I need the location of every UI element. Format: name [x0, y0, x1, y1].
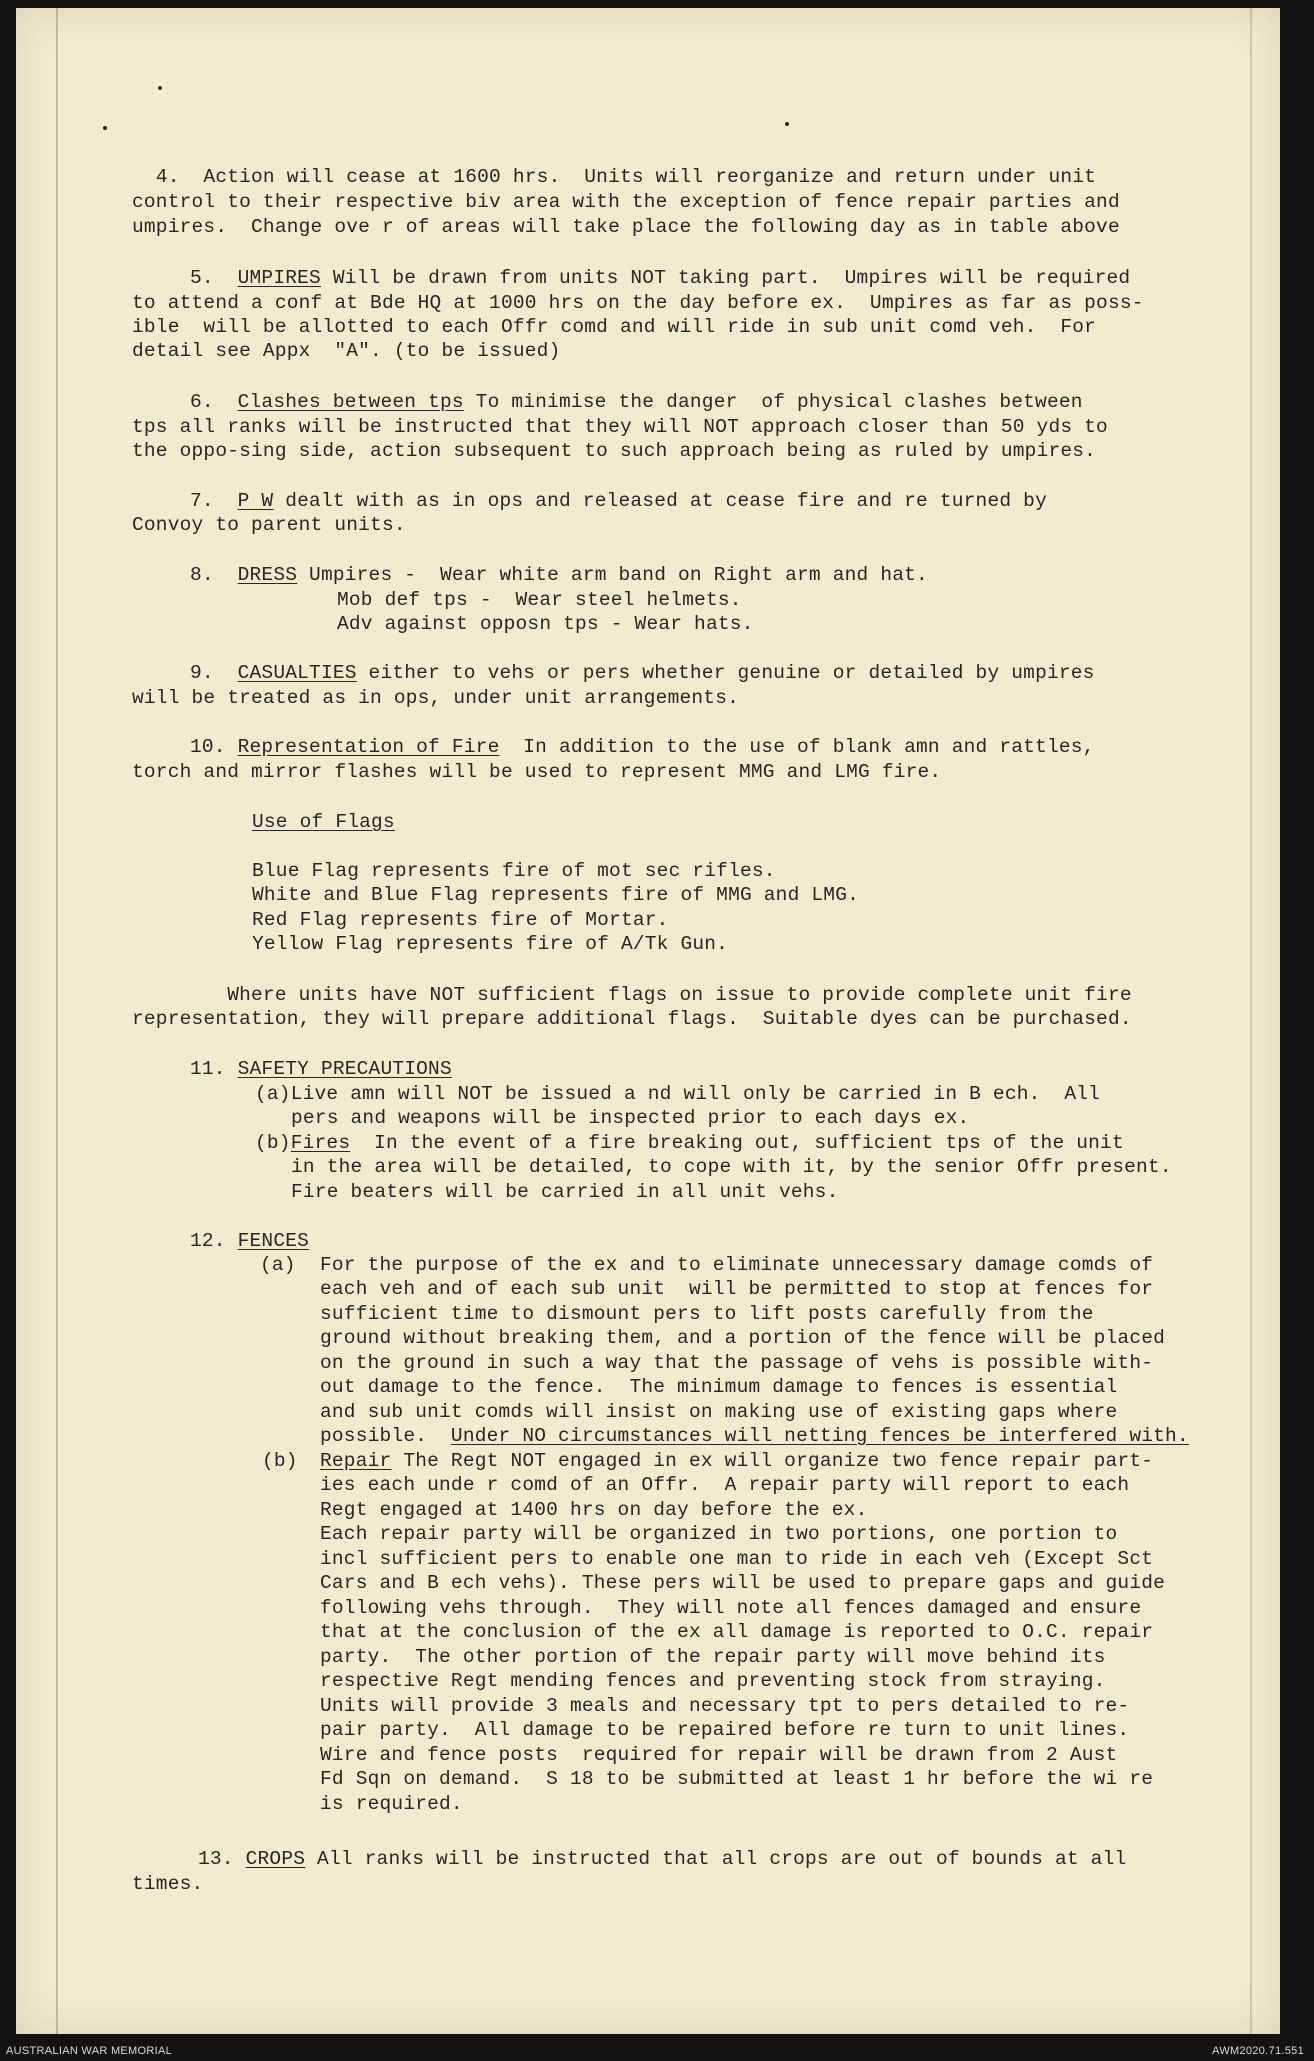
- para12-a-line: sufficient time to dismount pers to lift posts carefully from the: [320, 1303, 1094, 1325]
- para12-heading-line: [190, 1229, 309, 1253]
- para-number: 11.: [190, 1058, 226, 1080]
- para-heading: P W: [237, 490, 274, 512]
- para12-b-line: Wire and fence posts required for repair will be drawn from 2 Aust: [320, 1744, 1118, 1766]
- para6-line: the oppo-sing side, action subsequent to such approach being as ruled by umpires.: [132, 440, 1097, 462]
- sub-text: The Regt NOT engaged in ex will organize two fence repair part-: [391, 1450, 1154, 1472]
- ink-mark: [103, 126, 107, 130]
- para12-b-label: (b): [262, 1450, 298, 1472]
- para11-heading-line: [190, 1057, 452, 1081]
- para10-line: torch and mirror flashes will be used to represent MMG and LMG fire.: [132, 761, 942, 783]
- para12-b-line: Units will provide 3 meals and necessary tpt to pers detailed to re-: [320, 1695, 1130, 1717]
- para12-b-line: incl sufficient pers to enable one man to ride in each veh (Except Sct: [320, 1548, 1154, 1570]
- para-heading: CASUALTIES: [237, 662, 357, 684]
- para12-b-line: that at the conclusion of the ex all damage is reported to O.C. repair: [320, 1621, 1154, 1643]
- para13-line: times.: [132, 1873, 204, 1895]
- para11-b-line: in the area will be detailed, to cope with it, by the senior Offr present.: [291, 1156, 1172, 1178]
- flags-subheading: Use of Flags: [252, 811, 395, 833]
- para-text: Will be drawn from units NOT taking part. Umpires will be required: [320, 267, 1131, 289]
- page-edge-right: [1250, 8, 1252, 2034]
- para11-a-line: pers and weapons will be inspected prior to each days ex.: [291, 1107, 970, 1129]
- sub-text: possible.: [320, 1425, 451, 1447]
- para12-a-last-line: [320, 1424, 1189, 1448]
- para-number: 5.: [190, 267, 214, 289]
- para11-b-line: Fire beaters will be carried in all unit vehs.: [291, 1181, 839, 1203]
- para12-b-line: Each repair party will be organized in two portions, one portion to: [320, 1523, 1118, 1545]
- sub-text: In the event of a fire breaking out, sufficient tps of the unit: [350, 1132, 1124, 1154]
- para-heading: DRESS: [237, 564, 298, 586]
- sub-heading: Repair: [320, 1450, 392, 1472]
- para8-line: Mob def tps - Wear steel helmets.: [337, 589, 742, 611]
- para-number: 7.: [190, 490, 214, 512]
- footer-left: AUSTRALIAN WAR MEMORIAL: [6, 2045, 173, 2057]
- sub-heading: Fires: [290, 1132, 351, 1154]
- para9-first-line: [190, 661, 1095, 685]
- para-text: All ranks will be instructed that all crops are out of bounds at all: [305, 1848, 1127, 1870]
- para12-b-line: following vehs through. They will note all fences damaged and ensure: [320, 1597, 1142, 1619]
- para-heading: UMPIRES: [237, 267, 321, 289]
- flag-item: Red Flag represents fire of Mortar.: [252, 909, 669, 931]
- para12-a-line: For the purpose of the ex and to eliminate unnecessary damage comds of: [320, 1254, 1154, 1276]
- para5-line: ible will be allotted to each Offr comd and will ride in sub unit comd veh. For: [132, 316, 1097, 338]
- para5-line: to attend a conf at Bde HQ at 1000 hrs on the day before ex. Umpires as far as poss-: [132, 292, 1144, 314]
- emphasis-text: Under NO circumstances will netting fences be interfered with.: [450, 1425, 1189, 1447]
- para12-b-line: Cars and B ech vehs). These pers will be used to prepare gaps and guide: [320, 1572, 1166, 1594]
- para-text: either to vehs or pers whether genuine or detailed by umpires: [356, 662, 1095, 684]
- para11-a-line: [255, 1082, 1100, 1106]
- para12-a-line: ground without breaking them, and a portion of the fence will be placed: [320, 1327, 1166, 1349]
- para12-b-line: is required.: [320, 1793, 463, 1815]
- para6-first-line: [190, 390, 1083, 414]
- para-text: In addition to the use of blank amn and rattles,: [499, 736, 1095, 758]
- para-number: 8.: [190, 564, 214, 586]
- para12-b-line: Fd Sqn on demand. S 18 to be submitted at least 1 hr before the wi re: [320, 1768, 1154, 1790]
- para12-a-line: out damage to the fence. The minimum damage to fences is essential: [320, 1376, 1118, 1398]
- para9-line: will be treated as in ops, under unit arrangements.: [132, 687, 739, 709]
- para-number: 10.: [190, 736, 226, 758]
- footer-right: AWM2020.71.551: [1212, 2045, 1304, 2057]
- flag-item: Blue Flag represents fire of mot sec rifles.: [252, 860, 776, 882]
- para8-first-line: [190, 563, 928, 587]
- para8-line: Adv against opposn tps - Wear hats.: [337, 613, 754, 635]
- para-heading: FENCES: [237, 1230, 310, 1252]
- para-text: dealt with as in ops and released at cease fire and re turned by: [273, 490, 1047, 512]
- para-number: 9.: [190, 662, 214, 684]
- sub-label: (a): [255, 1083, 291, 1105]
- para10-closing-line: representation, they will prepare additional flags. Suitable dyes can be purchased.: [132, 1008, 1132, 1030]
- ink-mark: [785, 122, 789, 126]
- para12-b-line: pair party. All damage to be repaired before re turn to unit lines.: [320, 1719, 1130, 1741]
- para12-b-line: ies each unde r comd of an Offr. A repair party will report to each: [320, 1474, 1130, 1496]
- flag-item: White and Blue Flag represents fire of MMG and LMG.: [252, 884, 859, 906]
- para-text: Umpires - Wear white arm band on Right arm and hat.: [297, 564, 928, 586]
- para4-line: control to their respective biv area with the exception of fence repair parties and: [132, 191, 1120, 213]
- para7-first-line: [190, 489, 1047, 513]
- ink-mark: [158, 86, 162, 90]
- para12-a-line: and sub unit comds will insist on making use of existing gaps where: [320, 1401, 1118, 1423]
- para-heading: CROPS: [245, 1848, 306, 1870]
- para-heading: Clashes between tps: [237, 391, 464, 413]
- para6-line: tps all ranks will be instructed that they will NOT approach closer than 50 yds to: [132, 416, 1108, 438]
- para-text: To minimise the danger of physical clashes between: [463, 391, 1083, 413]
- para-heading: SAFETY PRECAUTIONS: [237, 1058, 452, 1080]
- para12-b-first-line: [320, 1449, 1153, 1473]
- para-heading: Representation of Fire: [237, 736, 500, 758]
- page-edge-left: [56, 8, 58, 2034]
- para-number: 12.: [190, 1230, 226, 1252]
- para12-b-line: Regt engaged at 1400 hrs on day before the ex.: [320, 1499, 868, 1521]
- para-number: 13.: [198, 1848, 234, 1870]
- sub-text: Live amn will NOT be issued a nd will only be carried in B ech. All: [290, 1083, 1101, 1105]
- flag-item: Yellow Flag represents fire of A/Tk Gun.: [252, 933, 729, 955]
- para13-first-line: [198, 1847, 1126, 1871]
- para12-b-line: party. The other portion of the repair party will move behind its: [320, 1646, 1106, 1668]
- para5-line: detail see Appx "A". (to be issued): [132, 340, 561, 362]
- para-number: 6.: [190, 391, 214, 413]
- sub-label: (b): [255, 1132, 291, 1154]
- para4-line: 4. Action will cease at 1600 hrs. Units will reorganize and return under unit: [132, 166, 1097, 188]
- para4-line: umpires. Change ove r of areas will take place the following day as in table above: [132, 216, 1120, 238]
- para10-first-line: [190, 735, 1095, 759]
- para5-first-line: [190, 266, 1130, 290]
- para7-line: Convoy to parent units.: [132, 514, 406, 536]
- para12-a-line: on the ground in such a way that the passage of vehs is possible with-: [320, 1352, 1154, 1374]
- para12-a-line: each veh and of each sub unit will be permitted to stop at fences for: [320, 1278, 1154, 1300]
- para10-closing-line: Where units have NOT sufficient flags on issue to provide complete unit fire: [132, 984, 1132, 1006]
- para12-b-line: respective Regt mending fences and preventing stock from straying.: [320, 1670, 1106, 1692]
- para11-b-line: [255, 1131, 1124, 1155]
- para12-a-label: (a): [260, 1254, 296, 1276]
